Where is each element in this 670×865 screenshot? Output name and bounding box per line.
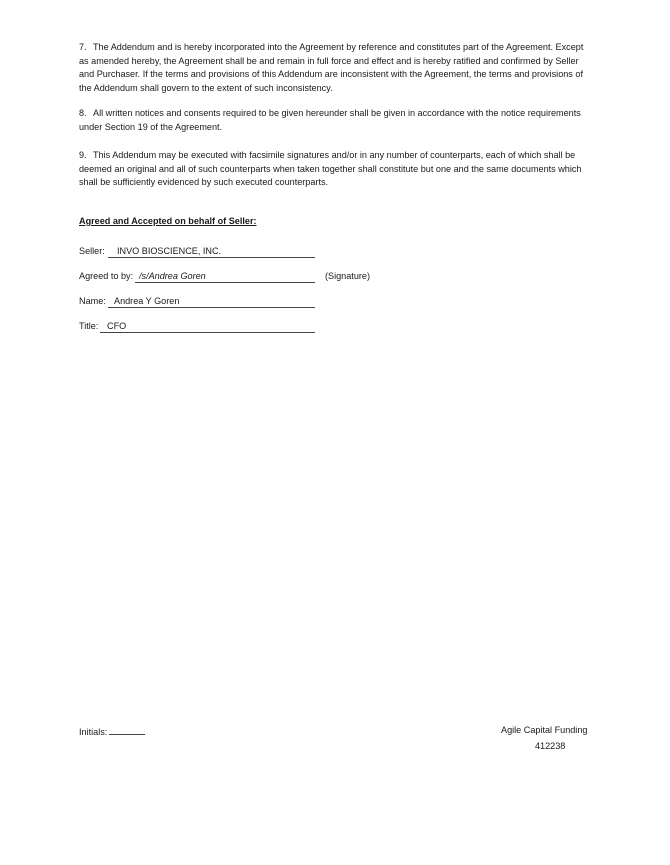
paragraph-number: 9. [79, 150, 87, 160]
paragraph-number: 8. [79, 108, 87, 118]
initials-field [79, 724, 145, 738]
signature-note: (Signature) [325, 271, 370, 281]
paragraph-7 [79, 41, 593, 95]
paragraph-text: This Addendum may be executed with facsimile signatures and/or in any number of counterparts, each of which shall be deemed an original and all of such counterparts when taken together shall constitute but one and the same documents which shall be sufficiently evidenced by such executed counterparts. [79, 150, 582, 188]
agreed-label: Agreed to by: [79, 271, 134, 281]
name-value: Andrea Y Goren [114, 296, 180, 306]
seller-value: INVO BIOSCIENCE, INC. [117, 246, 222, 256]
title-label: Title: [79, 321, 99, 331]
paragraph-8 [79, 107, 593, 134]
title-line [100, 320, 315, 333]
name-label: Name: [79, 296, 106, 306]
footer-code: 412238 [535, 741, 566, 751]
paragraph-number: 7. [79, 42, 87, 52]
footer-company: Agile Capital Funding [501, 725, 588, 735]
paragraph-text: All written notices and consents required to be given hereunder shall be given in accordance with the notice requirements under Section 19 of the Agreement. [79, 108, 581, 132]
initials-blank [109, 724, 145, 735]
seller-label: Seller: [79, 246, 105, 256]
signature-value: /s/Andrea Goren [139, 271, 206, 281]
paragraph-9 [79, 149, 593, 190]
name-row [79, 295, 180, 307]
signature-heading: Agreed and Accepted on behalf of Seller: [79, 216, 257, 226]
title-value: CFO [107, 321, 127, 331]
seller-row [79, 245, 222, 257]
paragraph-text: The Addendum and is hereby incorporated into the Agreement by reference and constitutes part of the Agreement. Except as amended hereby, the Agreement shall be and remain in full force and effect and is hereby ratified and confirmed by Seller and Purchaser. If the terms and provisions of this Addendum are inconsistent with the Agreement, the terms and provisions of the Addendum shall govern to the extent of such inconsistency. [79, 42, 584, 93]
title-row [79, 320, 127, 332]
initials-label: Initials: [79, 727, 108, 737]
agreed-row [79, 270, 206, 282]
